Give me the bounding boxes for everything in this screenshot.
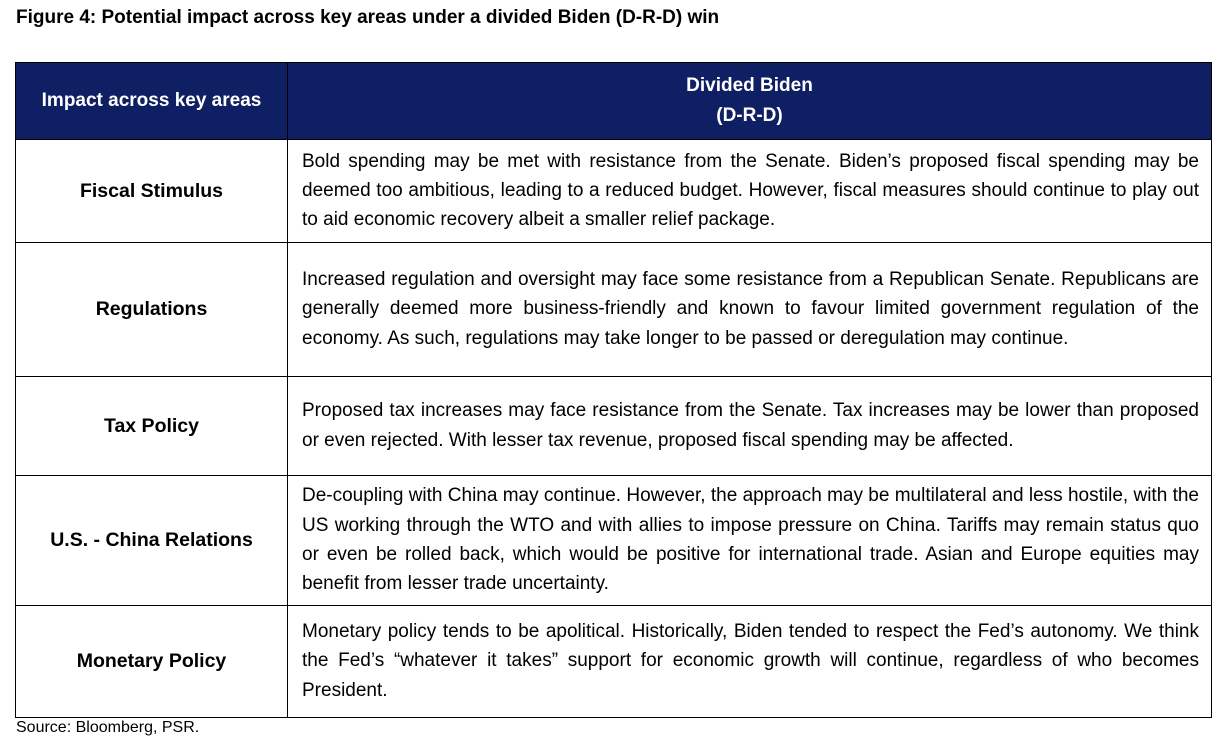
description-cell: Monetary policy tends to be apolitical. Historically, Biden tended to respect the Fed’s autonomy. We think the Fed’s “whatever it takes” support for economic growth will continue, regardless of who becomes President. — [288, 606, 1212, 718]
description-cell: Proposed tax increases may face resistance from the Senate. Tax increases may be lower than proposed or even rejected. With lesser tax revenue, proposed fiscal spending may be affected. — [288, 377, 1212, 476]
area-cell: Regulations — [16, 243, 288, 377]
table-body — [16, 140, 1212, 718]
impact-table — [15, 62, 1212, 718]
table-header — [16, 63, 1212, 140]
header-scenario-line1: Divided Biden — [686, 75, 813, 96]
table-row-regulations — [16, 243, 1212, 377]
header-scenario — [288, 63, 1212, 140]
table-row-monetary-policy — [16, 606, 1212, 718]
table-row-tax-policy — [16, 377, 1212, 476]
table-row-fiscal-stimulus — [16, 140, 1212, 243]
description-cell: Increased regulation and oversight may face some resistance from a Republican Senate. Republicans are generally deemed more business-friendly and known to favour limited government regulation of the economy. As such, regulations may take longer to be passed or deregulation may continue. — [288, 243, 1212, 377]
area-cell: Monetary Policy — [16, 606, 288, 718]
figure-title: Figure 4: Potential impact across key areas under a divided Biden (D-R-D) win — [16, 7, 720, 28]
table-row-us-china-relations — [16, 476, 1212, 606]
area-cell: Tax Policy — [16, 377, 288, 476]
area-cell: Fiscal Stimulus — [16, 140, 288, 243]
description-cell: Bold spending may be met with resistance from the Senate. Biden’s proposed fiscal spending may be deemed too ambitious, leading to a reduced budget. However, fiscal measures should continue to play out to aid economic recovery albeit a smaller relief package. — [288, 140, 1212, 243]
header-area: Impact across key areas — [16, 63, 288, 140]
source-note: Source: Bloomberg, PSR. — [16, 719, 200, 736]
header-scenario-line2: (D-R-D) — [716, 105, 783, 126]
description-cell: De-coupling with China may continue. However, the approach may be multilateral and less hostile, with the US working through the WTO and with allies to impose pressure on China. Tariffs may remain status quo or even be rolled back, which would be positive for international trade. Asian and Europe equities may benefit from lesser trade uncertainty. — [288, 476, 1212, 606]
header-row — [16, 63, 1212, 140]
area-cell: U.S. - China Relations — [16, 476, 288, 606]
